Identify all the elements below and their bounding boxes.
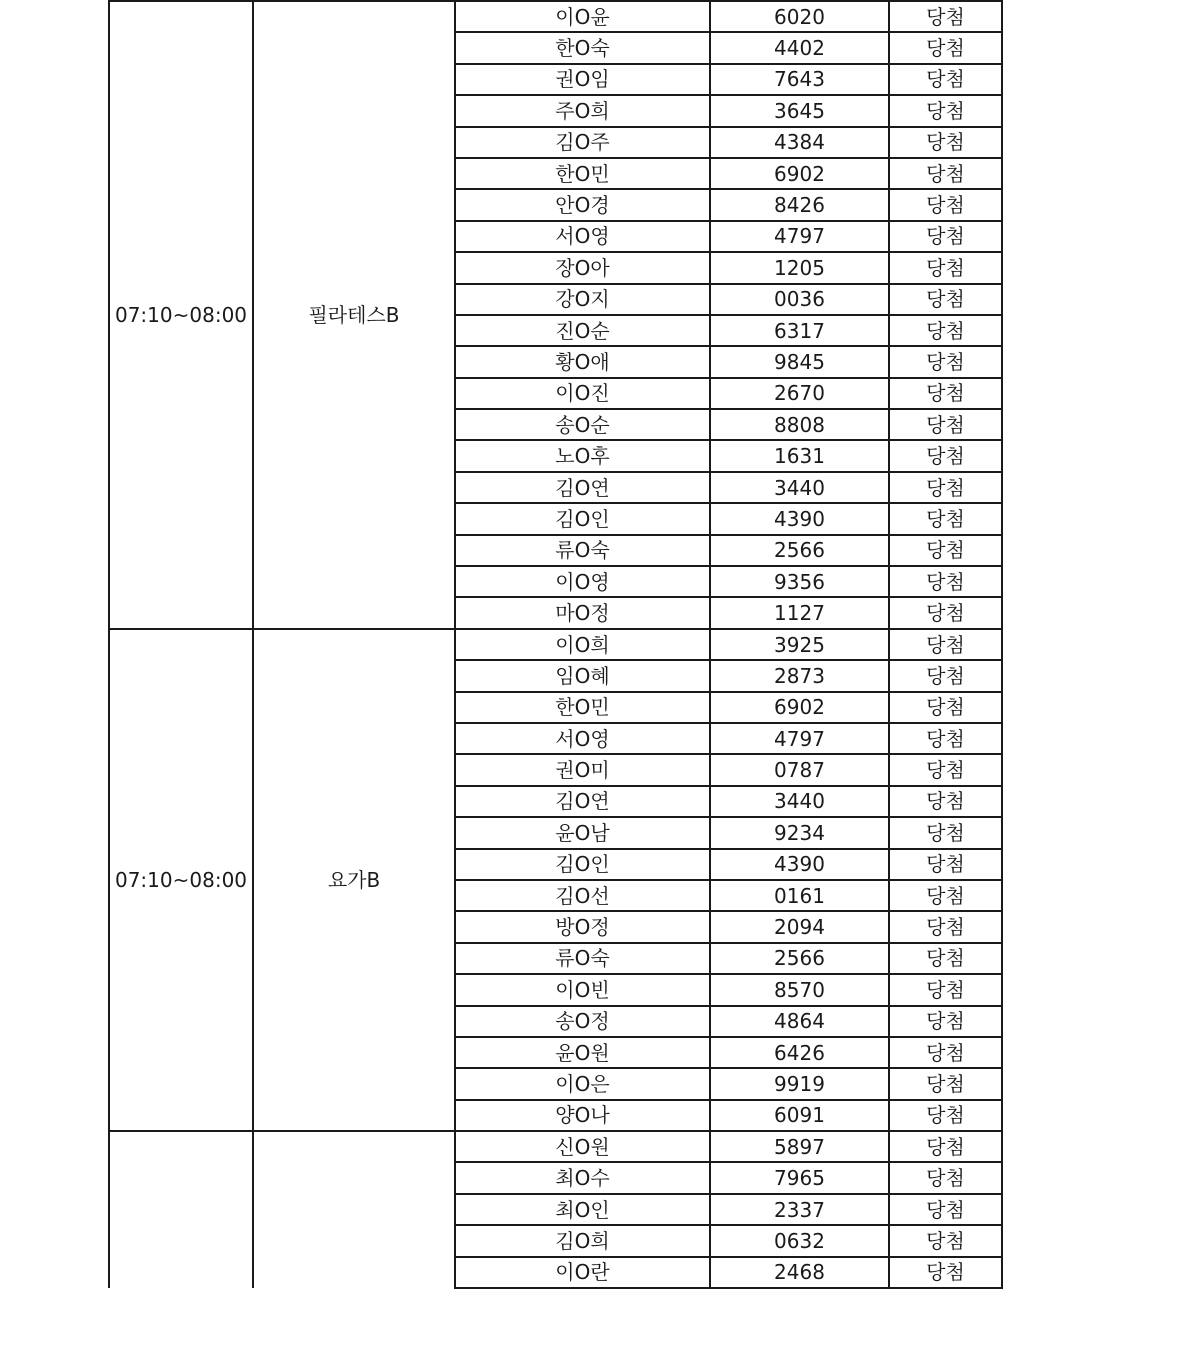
participant-name-cell: 이O진 [455,378,710,409]
phone-digits-cell: 6317 [710,315,889,346]
participant-name-cell: 김O연 [455,472,710,503]
result-cell: 당첨 [889,127,1002,158]
phone-digits-cell: 4390 [710,503,889,534]
result-cell: 당첨 [889,754,1002,785]
phone-digits-cell: 2094 [710,911,889,942]
result-cell: 당첨 [889,566,1002,597]
result-cell: 당첨 [889,849,1002,880]
result-cell: 당첨 [889,597,1002,628]
result-cell: 당첨 [889,1131,1002,1162]
participant-name-cell: 마O정 [455,597,710,628]
result-cell: 당첨 [889,1162,1002,1193]
participant-name-cell: 노O후 [455,440,710,471]
time-slot-cell [109,1131,253,1288]
result-cell: 당첨 [889,1037,1002,1068]
participant-name-cell: 한O숙 [455,32,710,63]
phone-digits-cell: 3440 [710,786,889,817]
participant-name-cell: 권O미 [455,754,710,785]
participant-name-cell: 이O은 [455,1068,710,1099]
phone-digits-cell: 3440 [710,472,889,503]
result-cell: 당첨 [889,943,1002,974]
result-cell: 당첨 [889,535,1002,566]
class-name-cell: 요가B [253,629,455,1131]
table-row [109,1131,1002,1162]
participant-name-cell: 방O정 [455,911,710,942]
phone-digits-cell: 6020 [710,1,889,32]
result-cell: 당첨 [889,1100,1002,1131]
participant-name-cell: 임O혜 [455,660,710,691]
result-cell: 당첨 [889,409,1002,440]
phone-digits-cell: 6426 [710,1037,889,1068]
phone-digits-cell: 1127 [710,597,889,628]
table-row [109,629,1002,660]
phone-digits-cell: 0787 [710,754,889,785]
participant-name-cell: 송O정 [455,1006,710,1037]
phone-digits-cell: 4797 [710,221,889,252]
participant-name-cell: 류O숙 [455,535,710,566]
participant-name-cell: 서O영 [455,723,710,754]
participant-name-cell: 주O희 [455,95,710,126]
phone-digits-cell: 8808 [710,409,889,440]
phone-digits-cell: 4402 [710,32,889,63]
participant-name-cell: 송O순 [455,409,710,440]
participant-name-cell: 김O주 [455,127,710,158]
time-slot-cell: 07:10~08:00 [109,629,253,1131]
result-cell: 당첨 [889,974,1002,1005]
phone-digits-cell: 8570 [710,974,889,1005]
phone-digits-cell: 2468 [710,1257,889,1288]
participant-name-cell: 최O인 [455,1194,710,1225]
phone-digits-cell: 1631 [710,440,889,471]
result-cell: 당첨 [889,660,1002,691]
participant-name-cell: 양O나 [455,1100,710,1131]
participant-name-cell: 진O순 [455,315,710,346]
result-cell: 당첨 [889,221,1002,252]
result-cell: 당첨 [889,189,1002,220]
participant-name-cell: 김O연 [455,786,710,817]
result-cell: 당첨 [889,1006,1002,1037]
participant-name-cell: 한O민 [455,158,710,189]
participant-name-cell: 김O인 [455,849,710,880]
participant-name-cell: 이O영 [455,566,710,597]
phone-digits-cell: 2566 [710,943,889,974]
result-cell: 당첨 [889,1194,1002,1225]
participant-name-cell: 이O윤 [455,1,710,32]
result-cell: 당첨 [889,252,1002,283]
result-cell: 당첨 [889,64,1002,95]
results-table-body [109,1,1002,1288]
result-cell: 당첨 [889,158,1002,189]
result-cell: 당첨 [889,786,1002,817]
phone-digits-cell: 4384 [710,127,889,158]
result-cell: 당첨 [889,32,1002,63]
class-name-cell [253,1131,455,1288]
result-cell: 당첨 [889,440,1002,471]
phone-digits-cell: 9234 [710,817,889,848]
result-cell: 당첨 [889,315,1002,346]
phone-digits-cell: 3925 [710,629,889,660]
phone-digits-cell: 0161 [710,880,889,911]
participant-name-cell: 강O지 [455,284,710,315]
phone-digits-cell: 7643 [710,64,889,95]
phone-digits-cell: 4390 [710,849,889,880]
participant-name-cell: 윤O남 [455,817,710,848]
phone-digits-cell: 9356 [710,566,889,597]
participant-name-cell: 류O숙 [455,943,710,974]
phone-digits-cell: 0632 [710,1225,889,1256]
phone-digits-cell: 1205 [710,252,889,283]
participant-name-cell: 신O원 [455,1131,710,1162]
participant-name-cell: 서O영 [455,221,710,252]
participant-name-cell: 김O선 [455,880,710,911]
participant-name-cell: 이O란 [455,1257,710,1288]
result-cell: 당첨 [889,629,1002,660]
result-cell: 당첨 [889,346,1002,377]
participant-name-cell: 윤O원 [455,1037,710,1068]
result-cell: 당첨 [889,95,1002,126]
participant-name-cell: 장O아 [455,252,710,283]
participant-name-cell: 김O인 [455,503,710,534]
participant-name-cell: 권O임 [455,64,710,95]
result-cell: 당첨 [889,503,1002,534]
table-row [109,1,1002,32]
phone-digits-cell: 9919 [710,1068,889,1099]
phone-digits-cell: 2337 [710,1194,889,1225]
phone-digits-cell: 0036 [710,284,889,315]
phone-digits-cell: 2566 [710,535,889,566]
lottery-results-table [108,0,1003,1289]
result-cell: 당첨 [889,1,1002,32]
phone-digits-cell: 4797 [710,723,889,754]
result-cell: 당첨 [889,880,1002,911]
participant-name-cell: 김O희 [455,1225,710,1256]
class-name-cell: 필라테스B [253,1,455,629]
participant-name-cell: 최O수 [455,1162,710,1193]
phone-digits-cell: 4864 [710,1006,889,1037]
result-cell: 당첨 [889,1257,1002,1288]
result-cell: 당첨 [889,284,1002,315]
phone-digits-cell: 2670 [710,378,889,409]
phone-digits-cell: 3645 [710,95,889,126]
participant-name-cell: 이O빈 [455,974,710,1005]
phone-digits-cell: 5897 [710,1131,889,1162]
phone-digits-cell: 2873 [710,660,889,691]
result-cell: 당첨 [889,472,1002,503]
phone-digits-cell: 8426 [710,189,889,220]
phone-digits-cell: 6902 [710,158,889,189]
time-slot-cell: 07:10~08:00 [109,1,253,629]
participant-name-cell: 황O애 [455,346,710,377]
phone-digits-cell: 9845 [710,346,889,377]
phone-digits-cell: 6902 [710,692,889,723]
phone-digits-cell: 6091 [710,1100,889,1131]
result-cell: 당첨 [889,1225,1002,1256]
result-cell: 당첨 [889,692,1002,723]
participant-name-cell: 한O민 [455,692,710,723]
result-cell: 당첨 [889,1068,1002,1099]
phone-digits-cell: 7965 [710,1162,889,1193]
result-cell: 당첨 [889,817,1002,848]
result-cell: 당첨 [889,378,1002,409]
participant-name-cell: 이O희 [455,629,710,660]
participant-name-cell: 안O경 [455,189,710,220]
result-cell: 당첨 [889,723,1002,754]
result-cell: 당첨 [889,911,1002,942]
